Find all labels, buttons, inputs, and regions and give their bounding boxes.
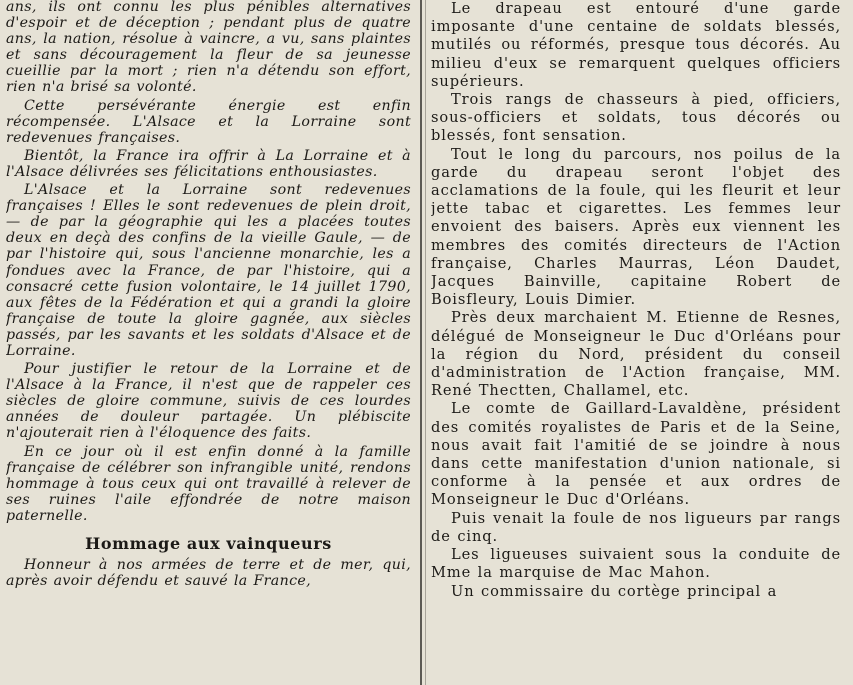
section-heading: Hommage aux vainqueurs	[85, 534, 332, 553]
paragraph-continued: ans, ils ont connu les plus pénibles alternatives d'espoir et de déception ; pendant plus de quatre ans, la nation, résolue à vaincre, a vu, sans plaintes et sans découragement la fleur de sa jeunesse cueillie par la mort ; rien n'a détendu son effort, rien n'a brisé sa volonté.	[6, 0, 411, 96]
paragraph: Honneur à nos armées de terre et de mer, qui, après avoir défendu et sauvé la France,	[6, 557, 411, 590]
paragraph: Bientôt, la France ira offrir à La Lorraine et à l'Alsace délivrées ses félicitations enthousiastes.	[6, 147, 411, 180]
column-rule	[420, 0, 422, 685]
paragraph: L'Alsace et la Lorraine sont redevenues françaises ! Elles le sont redevenues de plein droit, — de par la géographie qui les a placées toutes deux en deçà des confins de la vieille Gaule, — de par l'histoire qui, sous l'ancienne monarchie, les a fondues avec la France, de par l'histoire, qui a consacré cette fusion volontaire, le 14 juillet 1790, aux fêtes de la Fédération et qui a grandi la gloire française de toute la gloire gagnée, aux siècles passés, par les savants et les soldats d'Alsace et de Lorraine.	[6, 182, 411, 359]
paragraph: Pour justifier le retour de la Lorraine et de l'Alsace à la France, il n'est que de rappeler ces siècles de gloire commune, suivis de ces lourdes années de douleur partagée. Un plébiscite n'ajouterait rien à l'éloquence des faits.	[6, 361, 411, 442]
paragraph: Les ligueuses suivaient sous la conduite de Mme la marquise de Mac Mahon.	[431, 546, 841, 582]
paragraph: Le comte de Gaillard-Lavaldène, président des comités royalistes de Paris et de la Seine, nous avait fait l'amitié de se joindre à nous dans cette manifestation d'union nationale, si conforme à la pensée et aux ordres de Monseigneur le Duc d'Orléans.	[431, 400, 841, 509]
paragraph: Un commissaire du cortège principal a	[451, 582, 778, 600]
paragraph: Cette persévérante énergie est enfin récompensée. L'Alsace et la Lorraine sont redevenues françaises.	[6, 97, 411, 146]
paragraph: Trois rangs de chasseurs à pied, officiers, sous-officiers et soldats, tous décorés ou blessés, font sensation.	[431, 91, 841, 145]
paragraph: Près deux marchaient M. Etienne de Resnes, délégué de Monseigneur le Duc d'Orléans pour la région du Nord, président du conseil d'administration de l'Action française, MM. René Thectten, Challamel, etc.	[431, 309, 841, 400]
paragraph: Puis venait la foule de nos ligueurs par rangs de cinq.	[431, 509, 841, 545]
paragraph: Le drapeau est entouré d'une garde imposante d'une centaine de soldats blessés, mutilés ou réformés, presque tous décorés. Au milieu d'eux se remarquent quelques officiers supérieurs.	[431, 0, 841, 90]
right-column	[431, 0, 841, 685]
left-column	[6, 0, 411, 685]
paragraph: En ce jour où il est enfin donné à la famille française de célébrer son infrangible unité, rendons hommage à tous ceux qui ont travaillé à relever de ses ruines l'aile effondrée de notre maison paternelle.	[6, 443, 411, 524]
column-rule-shadow	[425, 0, 426, 685]
paragraph: Tout le long du parcours, nos poilus de la garde du drapeau seront l'objet des acclamations de la foule, qui les fleurit et leur jette tabac et cigarettes. Les femmes leur envoient des baisers. Après eux viennent les membres des comités directeurs de l'Action française, Charles Maurras, Léon Daudet, Jacques Bainville, capitaine Robert de Boisfleury, Louis Dimier.	[431, 145, 841, 309]
